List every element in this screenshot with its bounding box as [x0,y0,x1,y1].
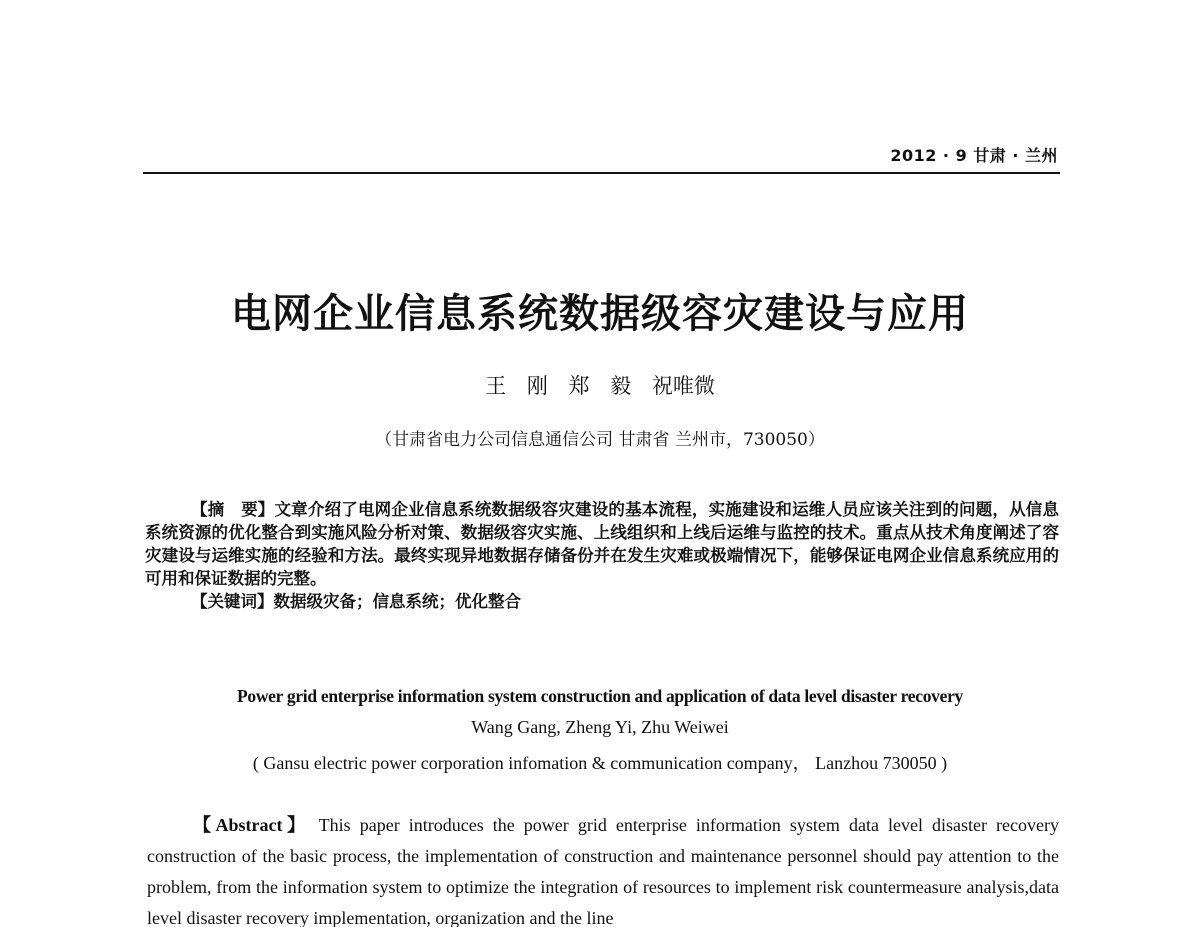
authors-english: Wang Gang, Zheng Yi, Zhu Weiwei [471,717,729,737]
title-chinese: 电网企业信息系统数据级容灾建设与应用 [231,291,969,337]
abstract-chinese-label: 【摘 要】 [191,500,275,519]
abstract-english-label: 【Abstract】 [193,815,310,835]
title-english: Power grid enterprise information system construction and application of data level disaster recovery [237,686,963,706]
running-head: 2012 · 9 甘肃 · 兰州 [890,146,1058,165]
authors-chinese: 王 刚 郑 毅 祝唯微 [485,374,715,398]
abstract-chinese-text: 文章介绍了电网企业信息系统数据级容灾建设的基本流程，实施建设和运维人员应该关注到的问题，从信息系统资源的优化整合到实施风险分析对策、数据级容灾实施、上线组织和上线后运维与监控的技术。重点从技术角度阐述了容灾建设与运维实施的经验和方法。最终实现异地数据存储备份并在发生灾难或极端情况下，能够保证电网企业信息系统应用的可用和保证数据的完整。 [145,500,1060,588]
abstract-english-paragraph [147,810,1059,927]
header-rule [143,172,1060,174]
abstract-english-text: This paper introduces the power grid enterprise information system data level disaster recovery construction of the basic process, the implementation of construction and maintenance personnel should pay attention to the problem, from the information system to optimize the integration of resources to implement risk countermeasure analysis,data level disaster recovery implementation, organization and the line [147,815,1059,927]
affiliation-chinese: （甘肃省电力公司信息通信公司 甘肃省 兰州市，730050） [375,430,825,450]
affiliation-english: ( Gansu electric power corporation infomation & communication company， Lanzhou 730050 ) [252,753,948,773]
keywords-chinese-paragraph [145,590,1059,613]
abstract-chinese-block [145,498,1059,613]
abstract-chinese-paragraph [145,498,1059,590]
keywords-chinese-text: 数据级灾备；信息系统；优化整合 [273,592,521,611]
keywords-chinese-label: 【关键词】 [191,592,274,611]
